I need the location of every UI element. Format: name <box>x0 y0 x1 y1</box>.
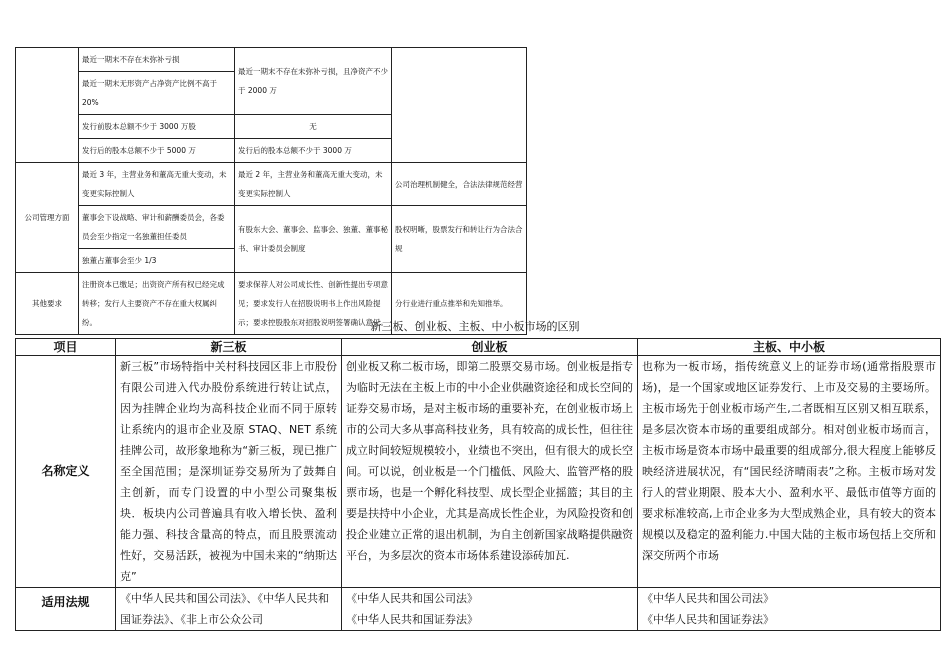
cell-gov-r3a: 独董占董事会至少 1/3 <box>79 249 235 273</box>
regulation-line: 《中华人民共和国证券法》 <box>642 613 774 626</box>
regulation-line: 《中华人民共和国证券法》 <box>346 613 478 626</box>
definition-main-board: 也称为一板市场，指传统意义上的证券市场(通常指股票市场)，是一个国家或地区证券发行、上市及交易的主要场所。主板市场先于创业板市场产生,二者既相互区别又相互联系，是多层次资本市场的重要组成部分。相对创业板市场而言，主板市场是资本市场中最重要的组成部分,很大程度上能够反映经济进展状况，有“国民经济晴雨表”之称。主板市场对发行人的营业期限、股本大小、盈利水平、最低市值等方面的要求标准较高,上市企业多为大型成熟企业，具有较大的资本规模以及稳定的盈利能力.中国大陆的主板市场包括上交所和深交所两个市场 <box>638 356 941 588</box>
row-label-regulations: 适用法规 <box>16 588 116 631</box>
category-cell-financial <box>16 48 79 163</box>
row-label-definition: 名称定义 <box>16 356 116 588</box>
table-row <box>16 356 941 588</box>
header-neeq: 新三板 <box>116 339 342 356</box>
regulations-gem <box>342 588 638 631</box>
table-caption: 新三板、创业板、主板、中小板市场的区别 <box>370 320 580 333</box>
cell-r3a: 发行前股本总额不少于 3000 万股 <box>79 115 235 139</box>
regulation-line: 《中华人民共和国公司法》 <box>642 592 774 605</box>
cell-gov-r1c: 公司治理机制健全，合法法律规范经营 <box>392 163 527 206</box>
market-comparison-table <box>15 338 941 631</box>
cell-r1b: 最近一期末不存在未弥补亏损，且净资产不少于 2000 万 <box>235 48 392 115</box>
cell-other-b: 要求保荐人对公司成长性、创新性提出专项意见；要求发行人在招股说明书上作出风险提示；要求控股股东对招股说明签署确认意见。 <box>235 273 392 335</box>
definition-gem: 创业板又称二板市场，即第二股票交易市场。创业板是指专为临时无法在主板上市的中小企业供融资途径和成长空间的证券交易市场，是对主板市场的重要补充，在创业板市场上市的公司大多从事高科技业务，具有较高的成长性，但往往成立时间较短规模较小，业绩也不突出，但有很大的成长空间。可以说，创业板是一个门槛低、风险大、监管严格的股票市场，也是一个孵化科技型、成长型企业摇篮；其目的主要是扶持中小企业，尤其是高成长性企业，为风险投资和创投企业建立正常的退出机制，为自主创新国家战略提供融资平台，为多层次的资本市场体系建设添砖加瓦. <box>342 356 638 588</box>
cell-r4a: 发行后的股本总额不少于 5000 万 <box>79 139 235 163</box>
requirements-table <box>15 47 527 335</box>
regulations-main-board <box>638 588 941 631</box>
cell-r3b: 无 <box>235 115 392 139</box>
definition-neeq: 新三板”市场特指中关村科技园区非上市股份有限公司进入代办股份系统进行转让试点，因为挂牌企业均为高科技企业而不同于原转让系统内的退市企业及原 STAQ、NET 系统挂牌公司，故形象地称为“新三板，现已推广至全国范围；是深圳证券交易所为了鼓舞自主创新，而专门设置的中小型公司聚集板块．板块内公司普遍具有收入增长快、盈利能力强、科技含量高的特点，而且股票流动性好，交易活跃，被视为中国未来的“纳斯达克” <box>116 356 342 588</box>
cell-gov-r2a: 董事会下设战略、审计和薪酬委员会，各委员会至少指定一名独董担任委员 <box>79 206 235 249</box>
header-item: 项目 <box>16 339 116 356</box>
header-row <box>16 339 941 356</box>
cell-other-c: 分行业进行重点推举和先知推举。 <box>392 273 527 335</box>
cell-gov-r2b: 有股东大会、董事会、监事会、独董、董事秘书、审计委员会制度 <box>235 206 392 273</box>
cell-r1c <box>392 48 527 163</box>
cell-r4b: 发行后的股本总额不少于 3000 万 <box>235 139 392 163</box>
category-cell-other: 其他要求 <box>16 273 79 335</box>
regulations-neeq: 《中华人民共和国公司法》、《中华人民共和国证券法》、《非上市公众公司 <box>116 588 342 631</box>
cell-r2a: 最近一期末无形资产占净资产比例不高于 20% <box>79 72 235 115</box>
cell-gov-r1b: 最近 2 年，主营业务和董高无重大变动，未变更实际控制人 <box>235 163 392 206</box>
header-gem: 创业板 <box>342 339 638 356</box>
header-main-board: 主板、中小板 <box>638 339 941 356</box>
regulation-line: 《中华人民共和国公司法》 <box>346 592 478 605</box>
cell-gov-r1a: 最近 3 年，主营业务和董高无重大变动，未变更实际控制人 <box>79 163 235 206</box>
cell-gov-r2c: 股权明晰，股票发行和转让行为合法合规 <box>392 206 527 273</box>
category-cell-governance: 公司管理方面 <box>16 163 79 273</box>
table-row <box>16 588 941 631</box>
cell-other-a: 注册资本已缴足；出资资产所有权已经完成转移；发行人主要资产不存在重大权属纠纷。 <box>79 273 235 335</box>
cell-r1a: 最近一期末不存在未弥补亏损 <box>79 48 235 72</box>
